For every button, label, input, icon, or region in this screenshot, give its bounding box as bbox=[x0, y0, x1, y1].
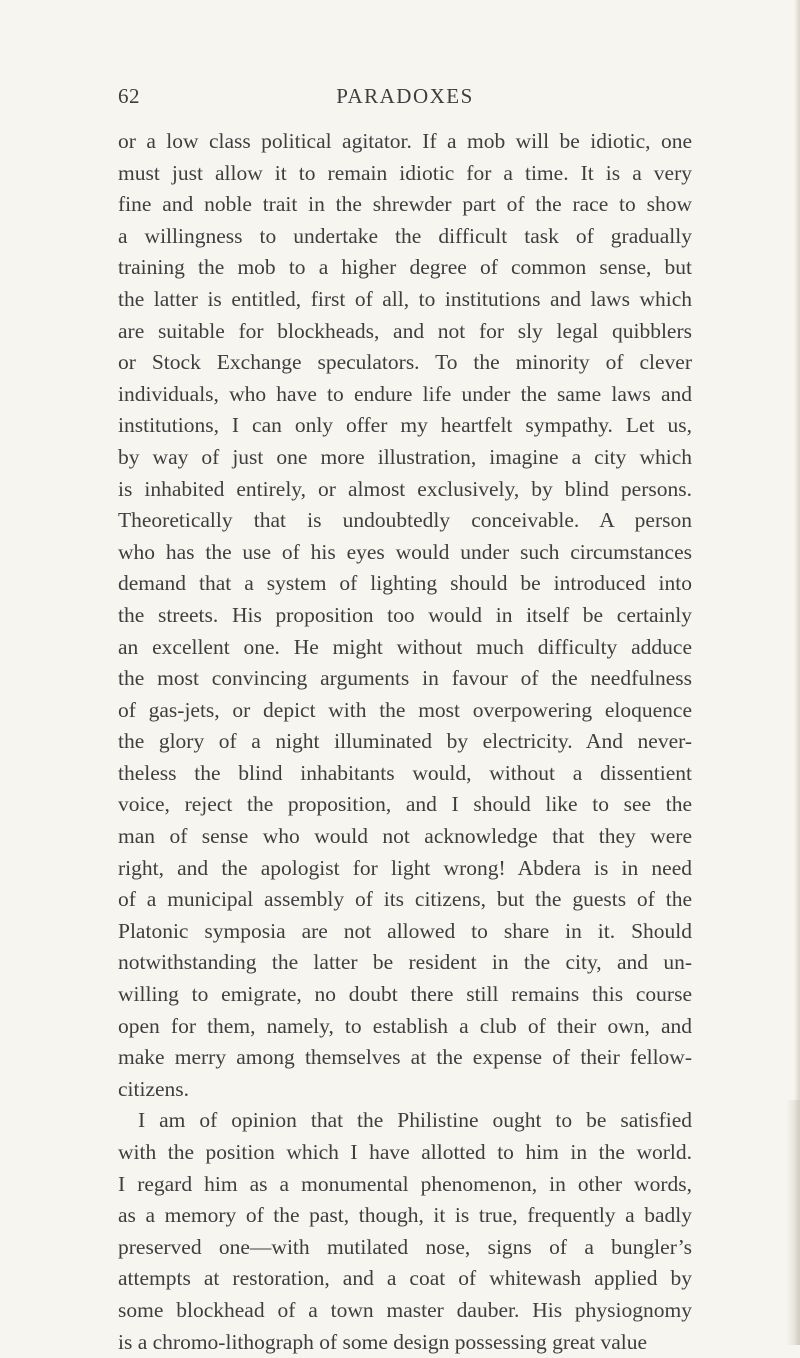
text-line: of a municipal assembly of its citizens, but the guests of the bbox=[118, 887, 692, 912]
text-line: an excellent one. He might without much difficulty adduce bbox=[118, 634, 692, 659]
text-line: or a low class political agitator. If a mob will be idiotic, one bbox=[118, 129, 692, 153]
running-head: PARADOXES bbox=[336, 84, 474, 108]
text-line: make merry among themselves at the expense of their fellow- bbox=[118, 1045, 692, 1070]
text-line: Theoretically that is undoubtedly conceivable. A person bbox=[118, 508, 692, 533]
text-line: notwithstanding the latter be resident in the city, and un- bbox=[118, 950, 692, 975]
text-line: by way of just one more illustration, imagine a city which bbox=[118, 444, 692, 469]
text-line: the latter is entitled, first of all, to institutions and laws which bbox=[118, 286, 692, 311]
body-text bbox=[118, 126, 692, 1358]
paragraph-2 bbox=[118, 1105, 692, 1358]
text-line: training the mob to a higher degree of common sense, but bbox=[118, 255, 692, 280]
page-header bbox=[118, 84, 692, 114]
text-line: must just allow it to remain idiotic for a time. It is a very bbox=[118, 160, 692, 185]
page-number: 62 bbox=[118, 84, 140, 108]
text-line: open for them, namely, to establish a club of their own, and bbox=[118, 1013, 692, 1038]
text-line: who has the use of his eyes would under such circumstances bbox=[118, 539, 692, 564]
text-line: of gas-jets, or depict with the most overpowering eloquence bbox=[118, 697, 692, 722]
text-line: a willingness to undertake the difficult task of gradually bbox=[118, 223, 692, 248]
text-line: is inhabited entirely, or almost exclusively, by blind persons. bbox=[118, 476, 692, 501]
text-line: as a memory of the past, though, it is true, frequently a badly bbox=[118, 1203, 692, 1228]
text-line: theless the blind inhabitants would, without a dissentient bbox=[118, 760, 692, 785]
text-line: I am of opinion that the Philistine ought to be satisfied bbox=[138, 1108, 692, 1133]
text-line: right, and the apologist for light wrong! Abdera is in need bbox=[118, 855, 692, 880]
text-line: fine and noble trait in the shrewder part of the race to show bbox=[118, 192, 692, 217]
text-line: I regard him as a monumental phenomenon, in other words, bbox=[118, 1171, 692, 1196]
paragraph-1 bbox=[118, 126, 692, 1105]
text-line: are suitable for blockheads, and not for sly legal quibblers bbox=[118, 318, 692, 343]
page-edge-shadow bbox=[786, 1100, 800, 1345]
text-line: institutions, I can only offer my heartfelt sympathy. Let us, bbox=[118, 413, 692, 438]
text-line: the glory of a night illuminated by electricity. And never- bbox=[118, 729, 692, 754]
text-line: attempts at restoration, and a coat of whitewash applied by bbox=[118, 1266, 692, 1291]
text-line: preserved one—with mutilated nose, signs of a bungler’s bbox=[118, 1234, 692, 1259]
text-line: some blockhead of a town master dauber. His physiognomy bbox=[118, 1297, 692, 1322]
text-line: with the position which I have allotted to him in the world. bbox=[118, 1140, 692, 1164]
text-line: the streets. His proposition too would in itself be certainly bbox=[118, 602, 692, 627]
text-line: individuals, who have to endure life under the same laws and bbox=[118, 381, 692, 406]
text-line: citizens. bbox=[118, 1076, 190, 1101]
text-line: man of sense who would not acknowledge that they were bbox=[118, 824, 692, 849]
text-line: or Stock Exchange speculators. To the minority of clever bbox=[118, 350, 692, 375]
text-line: is a chromo-lithograph of some design possessing great value bbox=[118, 1329, 648, 1354]
text-line: demand that a system of lighting should be introduced into bbox=[118, 571, 692, 596]
text-line: Platonic symposia are not allowed to share in it. Should bbox=[118, 918, 692, 943]
text-line: voice, reject the proposition, and I should like to see the bbox=[118, 792, 692, 817]
text-line: willing to emigrate, no doubt there still remains this course bbox=[118, 982, 692, 1007]
text-line: the most convincing arguments in favour of the needfulness bbox=[118, 666, 692, 691]
